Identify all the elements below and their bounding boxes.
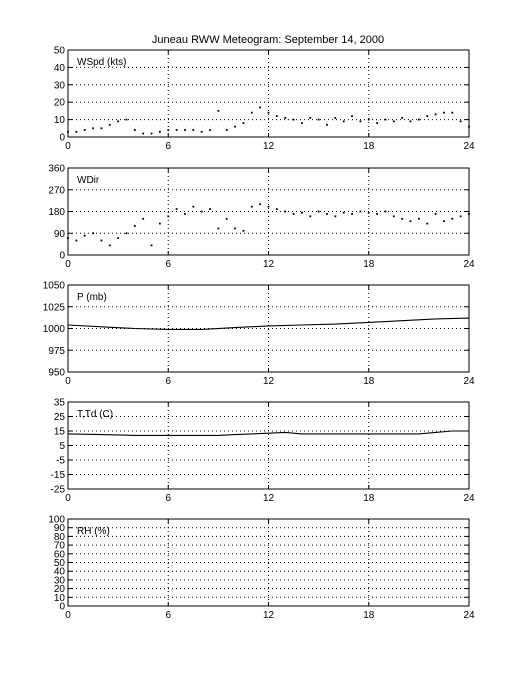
x-tick-label: 0 — [65, 376, 71, 387]
data-point — [301, 122, 303, 124]
y-tick-label: 90 — [53, 523, 65, 535]
data-point — [393, 120, 395, 122]
data-point — [126, 119, 128, 121]
data-point — [101, 127, 103, 129]
x-tick-label: 18 — [363, 493, 375, 504]
data-point — [217, 228, 219, 230]
x-tick-label: 18 — [363, 376, 375, 387]
x-tick-label: 0 — [65, 141, 71, 152]
y-tick-label: 20 — [53, 584, 65, 596]
y-tick-label: 5 — [59, 441, 65, 452]
y-tick-label: 0 — [59, 132, 65, 144]
x-tick-label: 6 — [165, 259, 172, 270]
x-tick-label: 12 — [262, 141, 275, 152]
data-point — [460, 120, 462, 122]
y-tick-label: 10 — [53, 115, 65, 127]
data-point — [243, 122, 245, 124]
data-point — [151, 244, 153, 246]
data-point — [284, 211, 286, 213]
data-point — [192, 206, 194, 208]
x-tick-label: 12 — [262, 259, 275, 270]
data-point — [192, 129, 194, 131]
panel-label: RH (%) — [77, 526, 110, 537]
data-point — [376, 122, 378, 124]
data-point — [67, 131, 69, 133]
x-tick-label: 18 — [363, 610, 375, 621]
y-tick-label: 0 — [59, 601, 65, 613]
data-point — [226, 129, 228, 131]
x-tick-label: 0 — [65, 610, 71, 621]
data-point — [226, 218, 228, 220]
data-point — [326, 213, 328, 215]
data-point — [451, 112, 453, 114]
data-point — [117, 120, 119, 122]
data-point — [351, 213, 353, 215]
data-point — [334, 215, 336, 217]
data-point — [301, 212, 303, 214]
x-tick-label: 24 — [463, 141, 475, 152]
data-point — [426, 223, 428, 225]
panel-1 — [48, 164, 475, 271]
data-point — [184, 129, 186, 131]
x-tick-label: 24 — [463, 259, 475, 270]
data-point — [276, 208, 278, 210]
y-tick-label: 10 — [53, 592, 65, 604]
panel-label: T,Td (C) — [77, 409, 114, 420]
data-point — [401, 117, 403, 119]
y-tick-label: 90 — [53, 228, 65, 240]
figure-title: Juneau RWW Meteogram: September 14, 2000 — [151, 34, 385, 46]
x-tick-label: 24 — [463, 376, 475, 387]
x-tick-label: 6 — [165, 141, 172, 152]
x-tick-label: 18 — [363, 141, 375, 152]
data-point — [418, 218, 420, 220]
panel-3 — [51, 398, 475, 505]
data-point — [92, 127, 94, 129]
data-point — [159, 131, 161, 133]
data-point — [259, 203, 261, 205]
data-point — [334, 117, 336, 119]
panel-label: WDir — [77, 175, 100, 186]
x-tick-label: 24 — [463, 493, 475, 504]
data-point — [176, 208, 178, 210]
data-point — [167, 215, 169, 217]
panels — [43, 46, 475, 622]
data-point — [376, 213, 378, 215]
panel-label: WSpd (kts) — [77, 57, 127, 68]
data-point — [75, 131, 77, 133]
x-tick-label: 0 — [65, 493, 71, 504]
data-point — [84, 129, 86, 131]
data-point — [67, 237, 69, 239]
x-tick-label: 24 — [463, 610, 475, 621]
data-point — [368, 212, 370, 214]
data-point — [359, 211, 361, 213]
x-tick-label: 18 — [363, 259, 375, 270]
y-tick-label: 30 — [53, 575, 65, 587]
data-point — [268, 206, 270, 208]
x-tick-label: 12 — [262, 610, 275, 621]
data-point — [410, 220, 412, 222]
data-point — [435, 113, 437, 115]
y-tick-label: 80 — [53, 531, 65, 543]
data-point — [343, 212, 345, 214]
y-tick-label: -25 — [50, 484, 65, 496]
data-point — [468, 213, 470, 215]
y-tick-label: 60 — [53, 549, 65, 561]
data-point — [201, 131, 203, 133]
y-tick-label: 270 — [48, 185, 65, 197]
data-point — [451, 218, 453, 220]
panel-2 — [43, 281, 475, 388]
data-point — [109, 244, 111, 246]
data-point — [109, 124, 111, 126]
y-tick-label: 1050 — [42, 280, 65, 292]
y-tick-label: 40 — [53, 62, 65, 74]
data-point — [251, 112, 253, 114]
data-point — [126, 232, 128, 234]
data-point — [243, 230, 245, 232]
data-point — [209, 208, 211, 210]
data-point — [426, 115, 428, 117]
y-tick-label: 1025 — [42, 302, 65, 314]
y-tick-label: 35 — [53, 397, 65, 409]
data-point — [435, 213, 437, 215]
x-tick-label: 12 — [262, 493, 275, 504]
y-tick-label: 950 — [48, 367, 65, 379]
data-point — [159, 223, 161, 225]
y-tick-label: 975 — [48, 345, 65, 357]
x-tick-label: 12 — [262, 376, 275, 387]
data-point — [117, 237, 119, 239]
data-point — [167, 129, 169, 131]
data-point — [326, 124, 328, 126]
x-tick-label: 0 — [65, 259, 71, 270]
data-point — [385, 119, 387, 121]
data-point — [276, 115, 278, 117]
y-tick-label: 100 — [48, 514, 65, 526]
data-point — [443, 112, 445, 114]
data-point — [201, 211, 203, 213]
y-tick-label: 360 — [48, 163, 65, 175]
y-tick-label: 25 — [53, 412, 65, 423]
panel-0 — [54, 46, 475, 153]
y-tick-label: 70 — [53, 540, 65, 552]
y-tick-label: 0 — [59, 250, 65, 262]
x-tick-label: 6 — [165, 376, 172, 387]
data-point — [234, 126, 236, 128]
y-tick-label: 50 — [53, 558, 65, 569]
data-point — [142, 218, 144, 220]
data-point — [234, 228, 236, 230]
data-point — [410, 120, 412, 122]
data-point — [293, 119, 295, 121]
data-point — [393, 215, 395, 217]
data-point — [134, 225, 136, 227]
x-tick-label: 6 — [165, 493, 172, 504]
y-tick-label: 40 — [53, 566, 65, 578]
data-point — [401, 218, 403, 220]
data-point — [217, 110, 219, 112]
y-tick-label: 180 — [48, 207, 65, 218]
data-point — [92, 232, 94, 234]
data-point — [251, 206, 253, 208]
data-point — [309, 215, 311, 217]
data-point — [134, 129, 136, 131]
data-point — [293, 213, 295, 215]
data-point — [309, 117, 311, 119]
data-point — [101, 240, 103, 242]
y-tick-label: 15 — [53, 426, 65, 438]
y-tick-label: 30 — [53, 80, 65, 92]
data-point — [151, 133, 153, 135]
data-point — [259, 107, 261, 109]
data-point — [284, 117, 286, 119]
data-point — [84, 235, 86, 237]
data-point — [359, 120, 361, 122]
axes-box — [68, 50, 469, 137]
x-tick-label: 6 — [165, 610, 172, 621]
y-tick-label: -15 — [50, 470, 65, 481]
panel-label: P (mb) — [77, 292, 107, 303]
data-point — [418, 119, 420, 121]
y-tick-label: 1000 — [42, 324, 65, 335]
y-tick-label: -5 — [56, 455, 65, 467]
data-point — [75, 240, 77, 242]
data-point — [351, 115, 353, 117]
data-point — [318, 119, 320, 121]
data-point — [318, 211, 320, 213]
data-point — [460, 215, 462, 217]
data-point — [176, 129, 178, 131]
y-tick-label: 20 — [53, 97, 65, 109]
data-point — [385, 211, 387, 213]
data-point — [268, 112, 270, 114]
data-point — [368, 119, 370, 121]
data-point — [184, 213, 186, 215]
y-tick-label: 50 — [53, 45, 65, 57]
data-point — [209, 129, 211, 131]
data-point — [343, 120, 345, 122]
panel-4 — [48, 515, 475, 622]
data-point — [468, 126, 470, 128]
data-point — [443, 220, 445, 222]
data-point — [142, 133, 144, 135]
